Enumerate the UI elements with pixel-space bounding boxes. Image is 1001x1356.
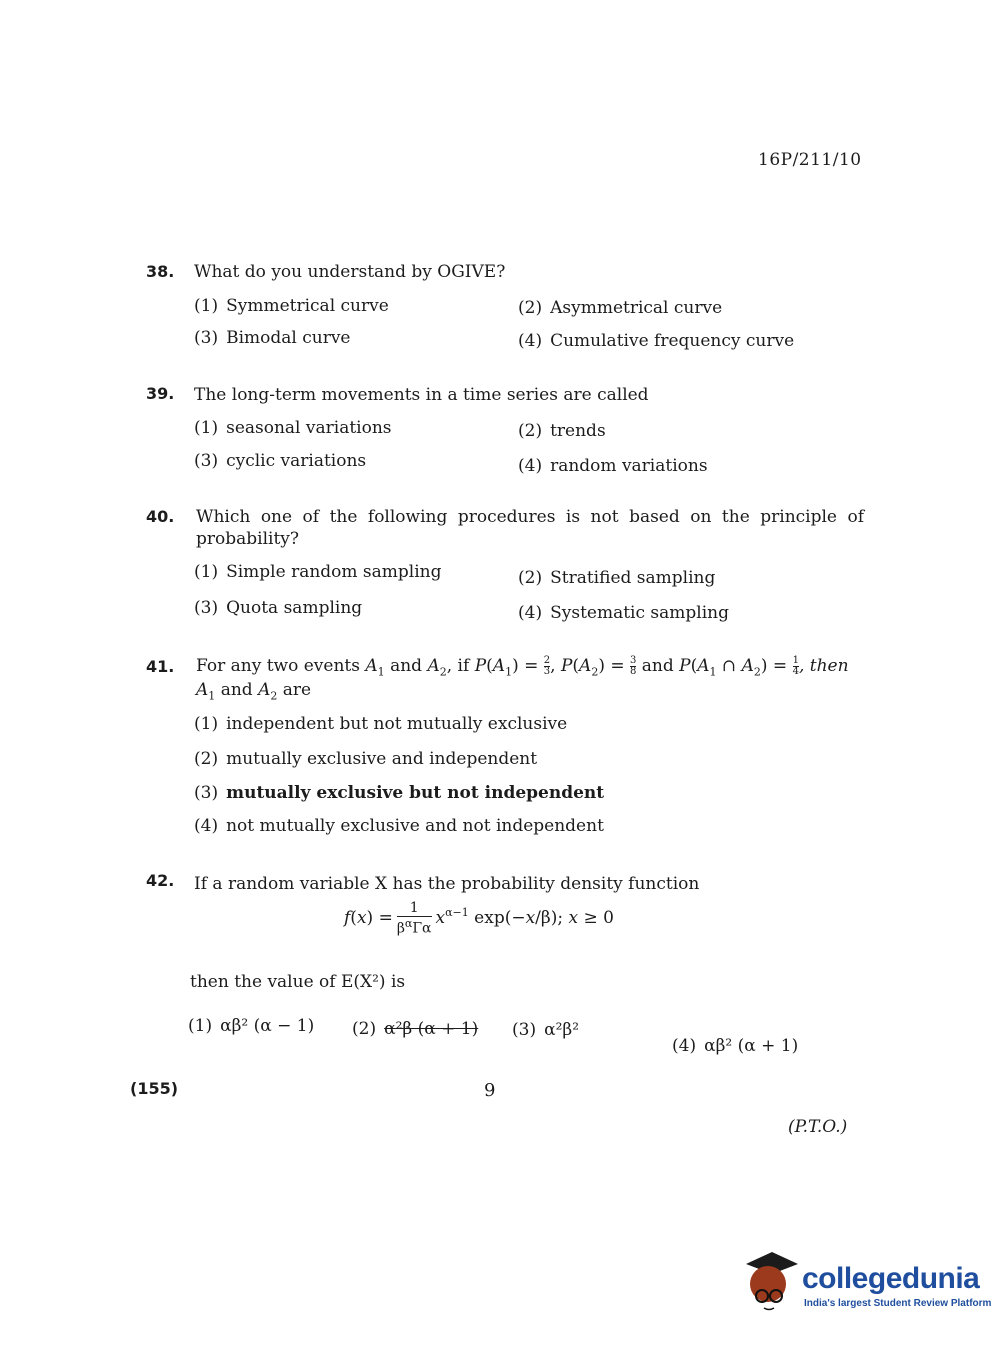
option-38-1: (1) Symmetrical curve (194, 296, 389, 316)
option-42-3: (3) α²β² (512, 1020, 580, 1040)
option-38-4: (4) Cumulative frequency curve (518, 331, 795, 351)
brand-name: collegedunia (802, 1262, 980, 1295)
question-text-42: If a random variable X has the probability density function (194, 874, 700, 894)
option-38-3: (3) Bimodal curve (194, 328, 351, 348)
option-39-1: (1) seasonal variations (194, 418, 392, 438)
pto-label: (P.T.O.) (788, 1117, 848, 1137)
question-42-then-text: then the value of E(X²) is (190, 972, 406, 992)
option-41-3: (3) mutually exclusive but not independent (194, 783, 605, 803)
booklet-code: (155) (130, 1079, 179, 1098)
question-text-40-line1: Which one of the following procedures is not based on the principle of (196, 507, 864, 527)
question-number-41: 41. (146, 657, 175, 676)
question-text-39: The long-term movements in a time series are called (194, 385, 649, 405)
option-40-2: (2) Stratified sampling (518, 568, 716, 588)
brand-tagline: India's largest Student Review Platform (804, 1298, 992, 1309)
option-40-1: (1) Simple random sampling (194, 562, 442, 582)
question-text-41-line1: For any two events $A_1$ and $A_2$, if $P(A_1)$ = $\frac{2}{3}$ , $P(A_2)$ = $\frac{3}{8}$ and $P(A_1$ ∩ $A_2$) = $\frac{1}{4}$ , then (196, 655, 849, 679)
option-39-3: (3) cyclic variations (194, 451, 367, 471)
question-number-40: 40. (146, 507, 175, 526)
question-text-40-line2: probability? (196, 529, 300, 549)
mascot-icon (742, 1250, 798, 1312)
question-number-38: 38. (146, 262, 175, 281)
option-41-2: (2) mutually exclusive and independent (194, 749, 538, 769)
option-40-3: (3) Quota sampling (194, 598, 363, 618)
option-38-2: (2) Asymmetrical curve (518, 298, 723, 318)
option-41-4: (4) not mutually exclusive and not independent (194, 816, 604, 836)
option-42-1: (1) αβ² (α − 1) (188, 1016, 315, 1036)
paper-code: 16P/211/10 (758, 150, 862, 170)
question-number-42: 42. (146, 871, 175, 890)
question-text-41-line2: $A_1$ and $A_2$ are (196, 680, 312, 703)
option-39-4: (4) random variations (518, 456, 708, 476)
option-41-1: (1) independent but not mutually exclusive (194, 714, 568, 734)
page-number: 9 (484, 1080, 496, 1101)
option-42-2: (2) α²β (α + 1) (352, 1019, 479, 1039)
pdf-formula: f(x) = $\frac{1}{\beta^\alpha\Gamma\alpha}$ $x^{\alpha-1}$ exp(−x/β); x ≥ 0 (344, 900, 614, 937)
option-39-2: (2) trends (518, 421, 606, 441)
option-42-4: (4) αβ² (α + 1) (672, 1036, 799, 1056)
question-text-38: What do you understand by OGIVE? (194, 262, 506, 282)
question-number-39: 39. (146, 384, 175, 403)
option-40-4: (4) Systematic sampling (518, 603, 729, 623)
